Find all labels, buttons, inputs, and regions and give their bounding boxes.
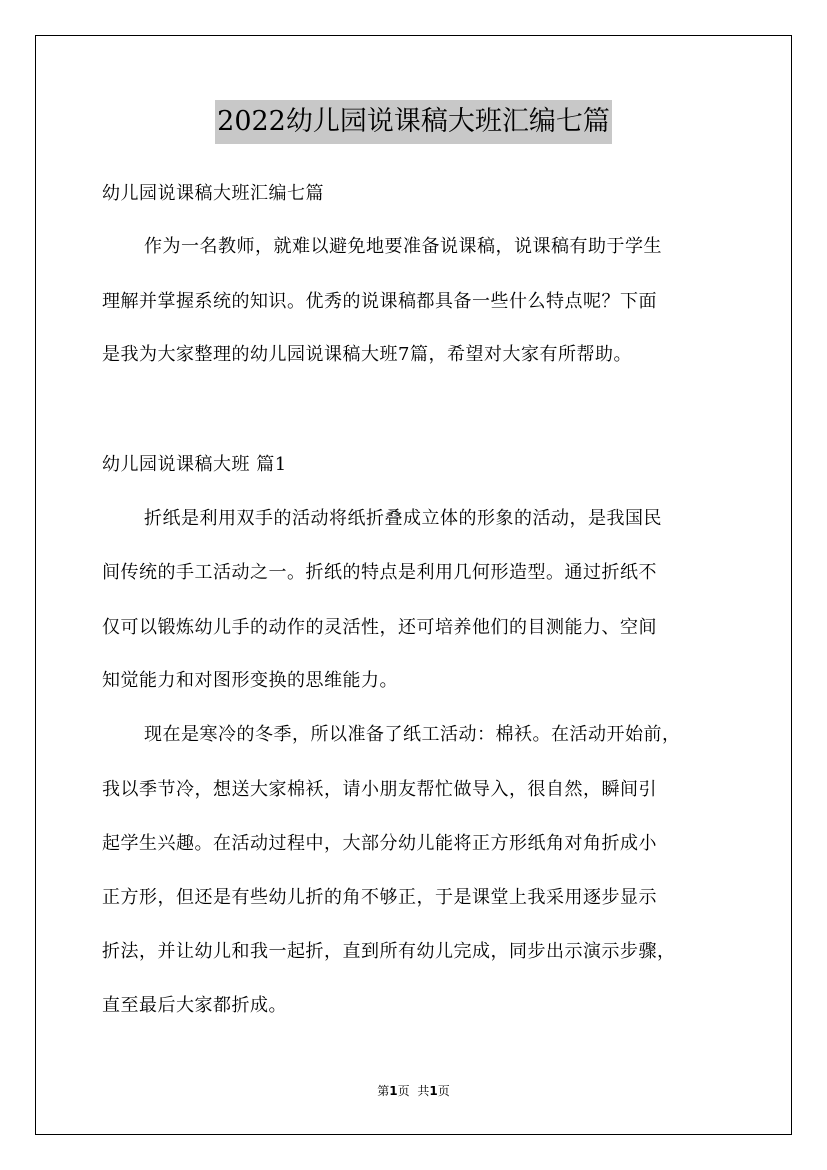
intro-line-3: 是我为大家整理的幼儿园说课稿大班7篇，希望对大家有所帮助。	[102, 344, 632, 365]
paragraph2-line-1: 现在是寒冷的冬季，所以准备了纸工活动：棉袄。在活动开始前，	[144, 724, 681, 745]
paragraph2-line-5: 折法，并让幼儿和我一起折，直到所有幼儿完成，同步出示演示步骤，	[102, 941, 676, 962]
paragraph1-line-3: 仅可以锻炼幼儿手的动作的灵活性，还可培养他们的目测能力、空间	[102, 617, 657, 638]
document-subtitle: 幼儿园说课稿大班汇编七篇	[102, 183, 324, 204]
footer-page-number: 1	[389, 1084, 398, 1098]
title-container	[0, 100, 827, 144]
paragraph2-line-4: 正方形，但还是有些幼儿折的角不够正，于是课堂上我采用逐步显示	[102, 887, 657, 908]
footer-page-prefix: 第	[377, 1084, 390, 1098]
paragraph1-line-2: 间传统的手工活动之一。折纸的特点是利用几何形造型。通过折纸不	[102, 562, 657, 583]
footer-total-prefix: 共	[417, 1084, 430, 1098]
footer-total-suffix: 页	[437, 1084, 450, 1098]
section-heading: 幼儿园说课稿大班 篇1	[102, 454, 287, 475]
document-title: 2022幼儿园说课稿大班汇编七篇	[215, 100, 612, 144]
footer-total-number: 1	[429, 1084, 438, 1098]
paragraph1-line-4: 知觉能力和对图形变换的思维能力。	[102, 670, 398, 691]
paragraph2-line-6: 直至最后大家都折成。	[102, 995, 287, 1016]
paragraph2-line-3: 起学生兴趣。在活动过程中，大部分幼儿能将正方形纸角对角折成小	[102, 833, 657, 854]
intro-line-1: 作为一名教师，就难以避免地要准备说课稿，说课稿有助于学生	[144, 236, 662, 257]
page-footer	[0, 1082, 827, 1099]
footer-page-suffix: 页	[397, 1084, 410, 1098]
intro-line-2: 理解并掌握系统的知识。优秀的说课稿都具备一些什么特点呢？下面	[102, 291, 657, 312]
paragraph2-line-2: 我以季节冷，想送大家棉袄，请小朋友帮忙做导入，很自然，瞬间引	[102, 779, 657, 800]
paragraph1-line-1: 折纸是利用双手的活动将纸折叠成立体的形象的活动，是我国民	[144, 508, 662, 529]
